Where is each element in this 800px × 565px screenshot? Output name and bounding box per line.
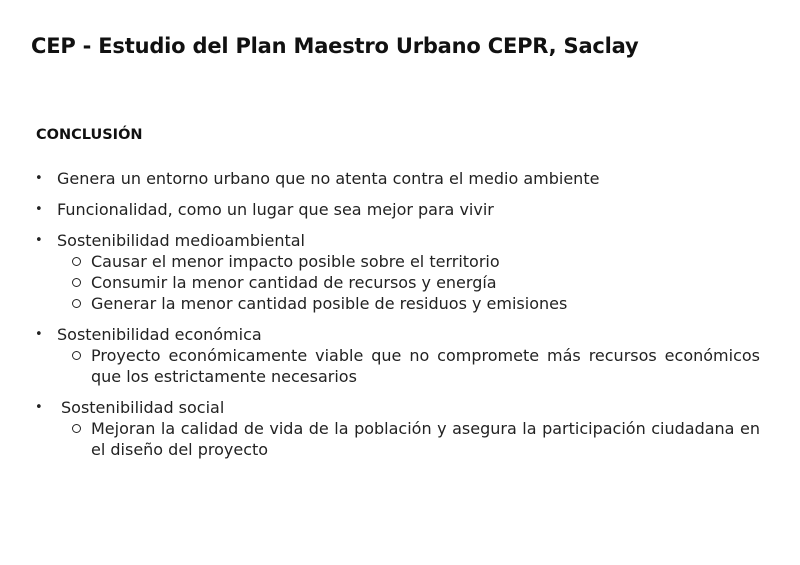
bullet-item: [35, 199, 760, 220]
bullet-list: [35, 168, 760, 470]
sub-item-text: Mejoran la calidad de vida de la población y asegura la participación ciudadana en el diseño del proyecto: [91, 419, 760, 459]
bullet-text: Sostenibilidad económica: [57, 325, 262, 344]
bullet-item: [35, 230, 760, 251]
bullet-dot-icon: •: [35, 400, 43, 415]
sub-list: [35, 251, 760, 314]
bullet-text: Sostenibilidad medioambiental: [57, 231, 305, 250]
slide-title: CEP - Estudio del Plan Maestro Urbano CEPR, Saclay: [31, 34, 639, 58]
bullet-dot-icon: •: [35, 171, 43, 186]
bullet-item: [35, 324, 760, 345]
sub-item-text: Causar el menor impacto posible sobre el territorio: [91, 252, 500, 271]
bullet-item: [35, 168, 760, 189]
sub-item-text: Generar la menor cantidad posible de residuos y emisiones: [91, 294, 568, 313]
section-heading: CONCLUSIÓN: [36, 127, 143, 143]
bullet-dot-icon: •: [35, 233, 43, 248]
bullet-dot-icon: •: [35, 202, 43, 217]
sub-item-text: Proyecto económicamente viable que no compromete más recursos económicos que los estrictamente necesarios: [91, 346, 760, 386]
sub-item: [35, 251, 760, 272]
bullet-text: Funcionalidad, como un lugar que sea mejor para vivir: [57, 200, 494, 219]
circle-bullet-icon: [72, 424, 81, 433]
sub-item: [35, 418, 760, 460]
circle-bullet-icon: [72, 257, 81, 266]
sub-item: [35, 272, 760, 293]
sub-list: [35, 418, 760, 460]
circle-bullet-icon: [72, 351, 81, 360]
bullet-item: [35, 397, 760, 418]
sub-item-text: Consumir la menor cantidad de recursos y energía: [91, 273, 497, 292]
bullet-text: Sostenibilidad social: [61, 398, 225, 417]
sub-list: [35, 345, 760, 387]
sub-item: [35, 345, 760, 387]
circle-bullet-icon: [72, 278, 81, 287]
circle-bullet-icon: [72, 299, 81, 308]
bullet-dot-icon: •: [35, 327, 43, 342]
sub-item: [35, 293, 760, 314]
bullet-text: Genera un entorno urbano que no atenta contra el medio ambiente: [57, 169, 600, 188]
